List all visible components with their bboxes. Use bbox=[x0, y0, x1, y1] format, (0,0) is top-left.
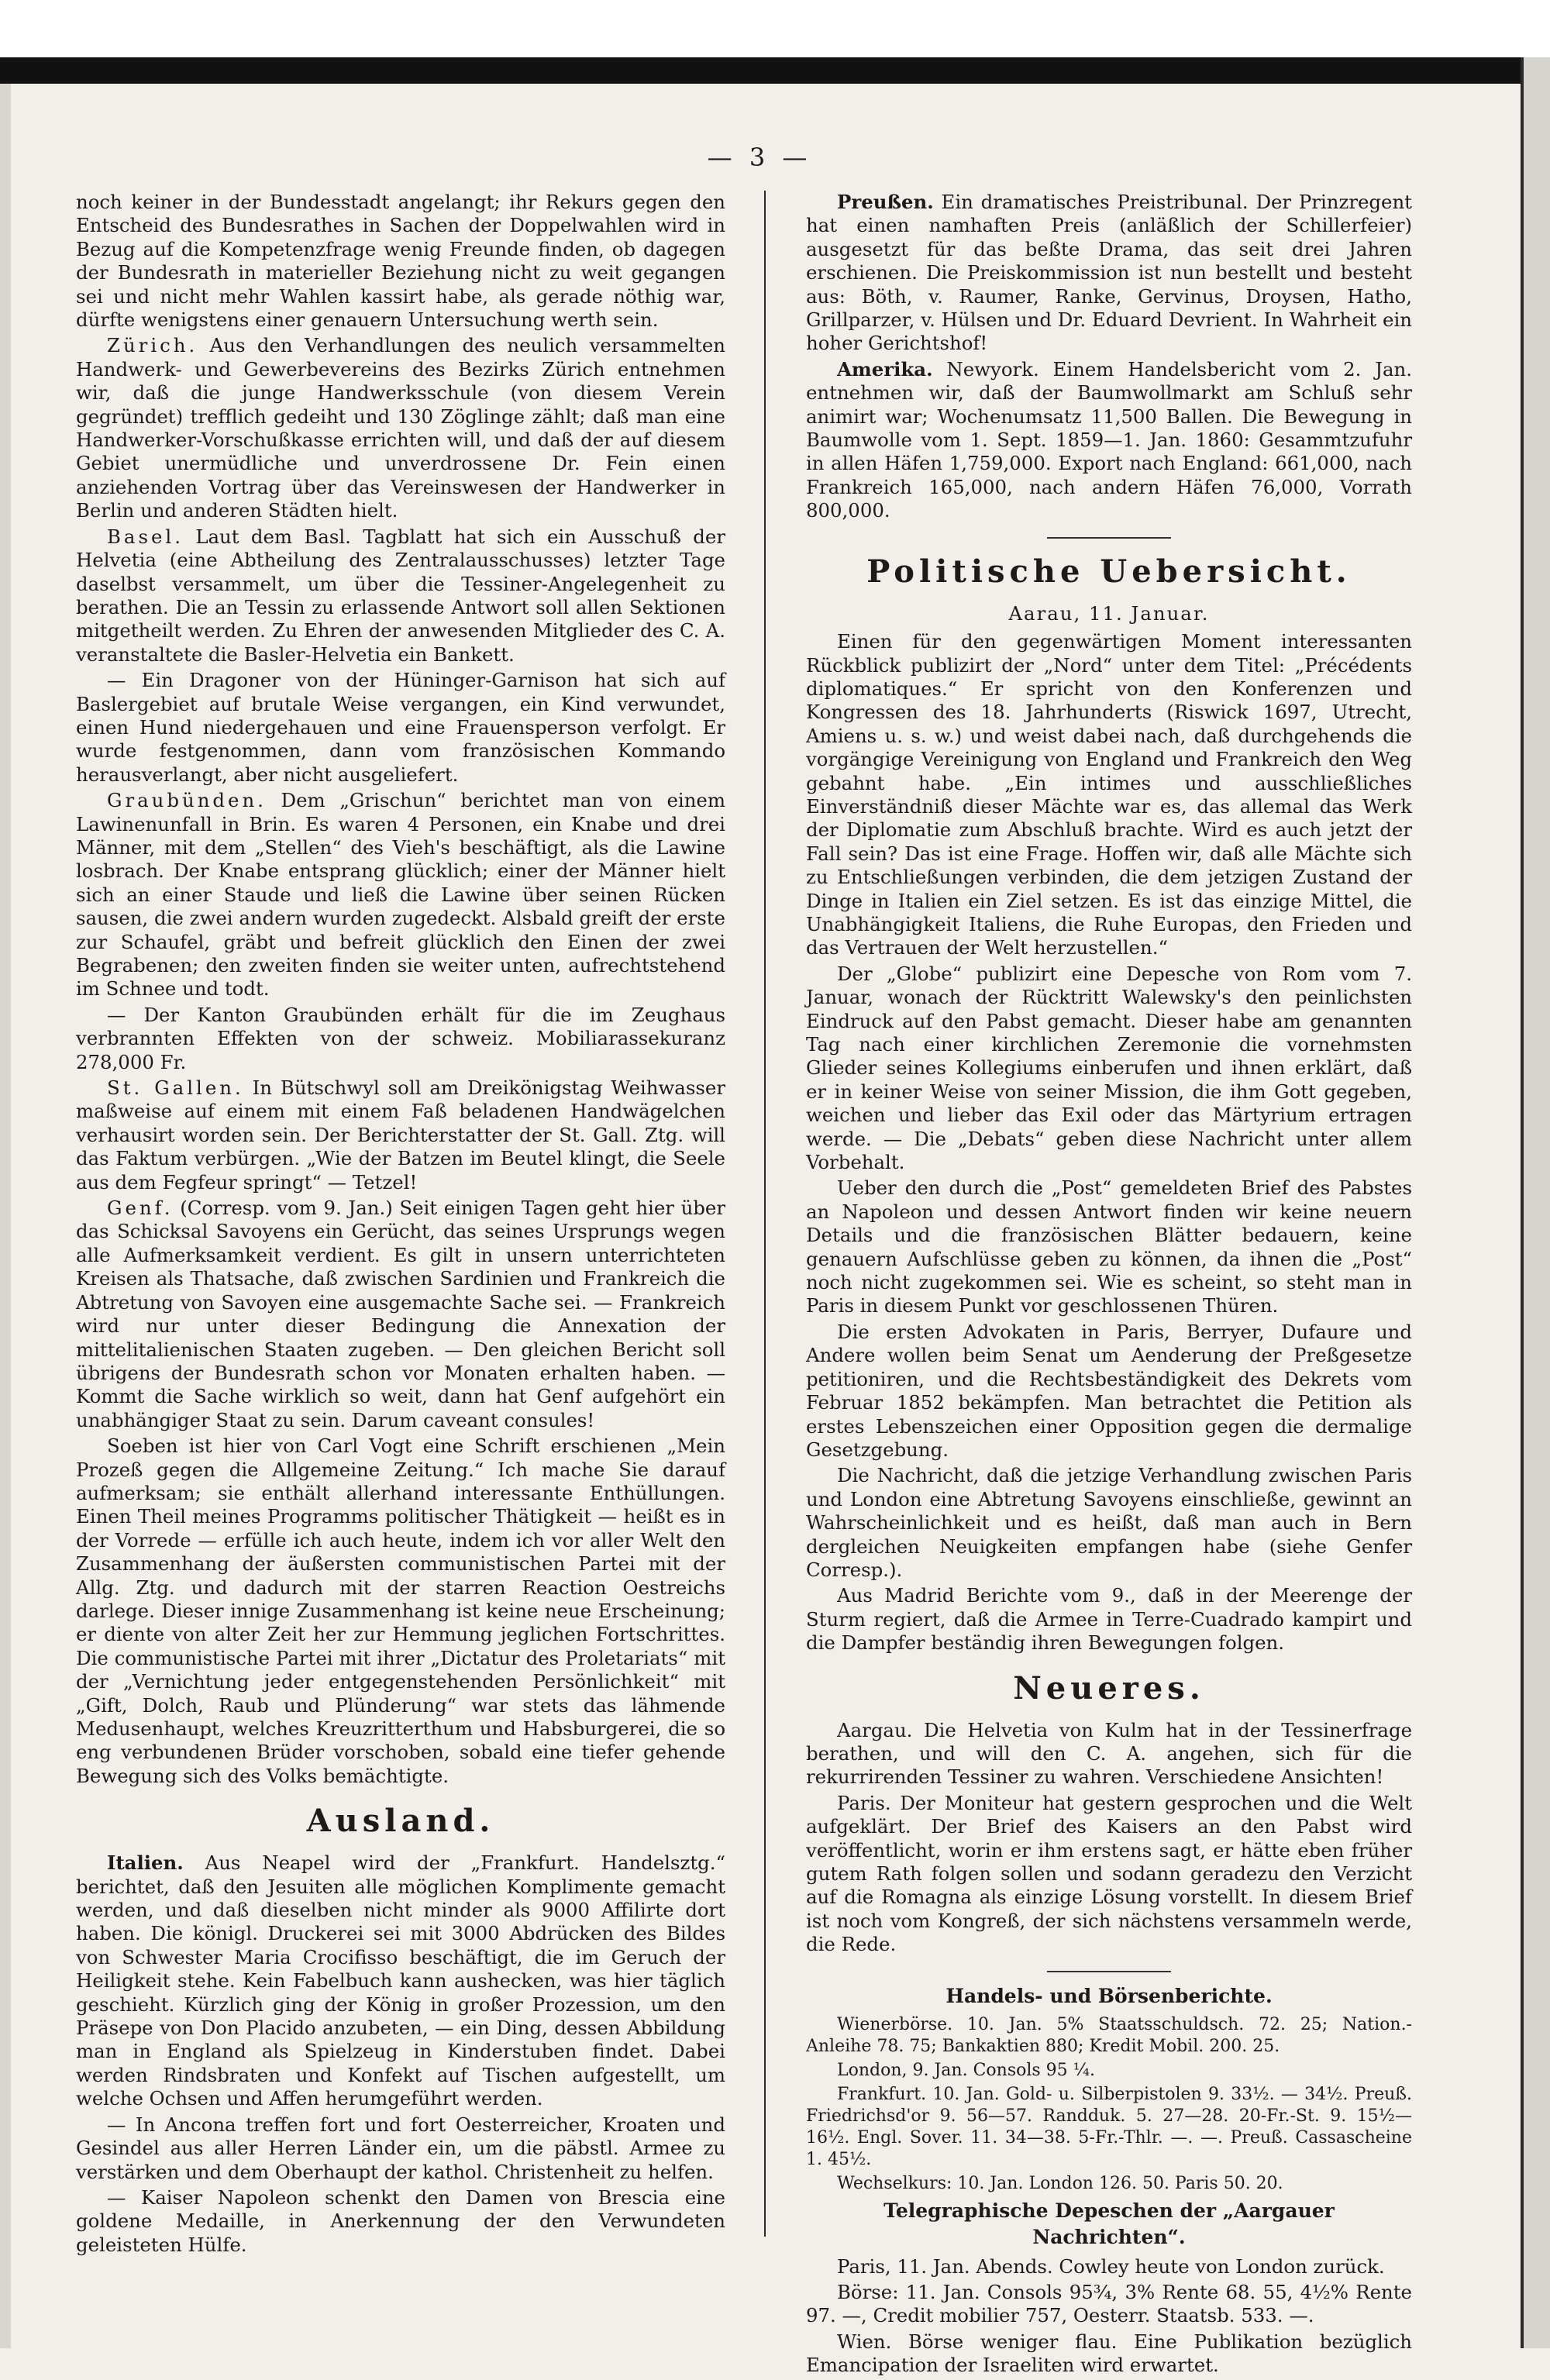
paragraph: Paris. Der Moniteur hat gestern gesprochen und die Welt aufgeklärt. Der Brief des Kaisers an den Pabst wird veröffentlicht, worin er ihm erstens sagt, er hätte eben früher gutem Rath folgen sollen und sodann geradezu den Verzicht auf die Romagna als einzige Lösung vorstellt. In diesem Brief ist noch vom Kongreß, der sich nächstens versammeln werde, die Rede. bbox=[806, 1791, 1412, 1956]
place-label: Graubünden. bbox=[107, 789, 267, 812]
paragraph-graubuenden bbox=[76, 789, 725, 1001]
paragraph-text: Newyork. Einem Handelsbericht vom 2. Jan. entnehmen wir, daß der Baumwollmarkt am Schluß sehr animirt war; Wochenumsatz 11,500 Ballen. Die Bewegung in Baumwolle vom 1. Sept. 1859—1. Jan. 1860: Gesammtzufuhr in allen Häfen 1,759,000. Export nach England: 661,000, nach Frankreich 165,000, nach andern Häfen 76,000, Vorrath 800,000. bbox=[806, 357, 1412, 522]
right-column bbox=[806, 191, 1412, 2380]
paragraph: — Kaiser Napoleon schenkt den Damen von Brescia eine goldene Medaille, in Anerkennung der den Verwundeten geleisteten Hülfe. bbox=[76, 2185, 725, 2256]
paragraph-amerika bbox=[806, 358, 1412, 523]
column-divider bbox=[764, 191, 766, 2237]
place-label: Genf. bbox=[107, 1197, 174, 1220]
paragraph-text: (Corresp. vom 9. Jan.) Seit einigen Tagen geht hier über das Schicksal Savoyens ein Gerücht, das seines Ursprungs wegen alle Aufmerksamkeit verdient. Es gilt in unsern unterrichteten Kreisen als Thatsache, daß zwischen Sardinien und Frankreich die Abtretung von Savoyen eine ausgemachte Sache sei. — Frankreich wird nur unter dieser Bedingung die Annexation der mittelitalienischen Staaten zugeben. — Den gleichen Bericht soll übrigens der Bundesrath schon vor Monaten erhalten haben. — Kommt die Sache wirklich so weit, dann hat Genf aufgehört ein unabhängiger Staat zu sein. Darum caveant consules! bbox=[76, 1197, 725, 1431]
paragraph: Aargau. Die Helvetia von Kulm hat in der Tessinerfrage berathen, und will den C. A. angehen, sich für die rekurrirenden Tessiner zu wahren. Verschiedene Ansichten! bbox=[806, 1718, 1412, 1789]
paragraph: noch keiner in der Bundesstadt angelangt; ihr Rekurs gegen den Entscheid des Bundesrathes in Sachen der Doppelwahlen wird in Bezug auf die Kompetenzfrage wenig Freunde finden, ob dagegen der Bundesrath in materieller Beziehung nicht zu weit gegangen sei und nicht mehr Wahlen kassirt habe, als gerade nöthig war, dürfte wenigstens einer genauern Untersuchung werth sein. bbox=[76, 191, 725, 332]
paragraph-zuerich bbox=[76, 334, 725, 522]
section-heading-handel: Handels- und Börsenberichte. bbox=[946, 1984, 1273, 2007]
section-heading-neueres: Neueres. bbox=[1013, 1669, 1205, 1707]
telegraph-line: Wien. Börse weniger flau. Eine Publikation bezüglich Emancipation der Israeliten wird erwartet. bbox=[806, 2330, 1412, 2377]
country-label: Preußen. bbox=[837, 191, 934, 213]
paragraph: Soeben ist hier von Carl Vogt eine Schrift erschienen „Mein Prozeß gegen die Allgemeine Zeitung.“ Ich mache Sie darauf aufmerksam; sie enthält allerhand interessante Enthüllungen. Einen Theil meines Programms politischer Thätigkeit — heißt es in der Vorrede — erfülle ich auch heute, indem ich vor aller Welt den Zusammenhang der äußersten communistischen Partei mit der Allg. Ztg. und dadurch mit der starren Reaction Oestreichs darlege. Dieser innige Zusammenhang ist keine neue Erscheinung; er diente von alter Zeit her zur Hemmung jeglichen Fortschrittes. Die communistische Partei mit ihrer „Dictatur des Proletariats“ mit der „Vernichtung jeder entgegenstehenden Persönlichkeit“ mit „Gift, Dolch, Raub und Plünderung“ war stets das lähmende Medusenhaupt, welches Kreuzritterthum und Habsburgerei, die so eng verbundenen Brüder vorschoben, sobald eine tiefer gehende Bewegung sich des Volks bemächtigte. bbox=[76, 1435, 725, 1787]
paragraph-text: Aus den Verhandlungen des neulich versammelten Handwerk- und Gewerbevereins des Bezirks Zürich entnehmen wir, daß die junge Handwerksschule (von diesem Verein gegründet) trefflich gedeiht und 130 Zöglinge zählt; daß man eine Handwerker-Vorschußkasse errichten will, und daß der auf diesem Gebiet unermüdliche und unverdrossene Dr. Fein einen anziehenden Vortrag über das Vereinswesen der Handwerker in Berlin und anderen Städten hielt. bbox=[76, 334, 725, 522]
dateline: Aarau, 11. Januar. bbox=[1008, 601, 1210, 625]
paragraph-text: Aus Neapel wird der „Frankfurt. Handelsztg.“ berichtet, daß den Jesuiten alle möglichen Komplimente gemacht werden, und daß dieselben nicht minder als 9000 Affilirte dort haben. Die königl. Druckerei sei mit 3000 Abdrücken des Bildes von Schwester Maria Crocifisso beschäftigt, die im Geruch der Heiligkeit stehe. Kein Fabelbuch kann aushecken, was hier täglich geschieht. Kürzlich ging der König in großer Prozession, um den Präsepe von Don Placido anzubeten, — ein Ding, dessen Abbildung man in England als Spielzeug in Kinderstuben findet. Dabei werden Rindsbraten und Konfekt auf Tischen aufgestellt, um welche Ochsen und Affen herumgeführt werden. bbox=[76, 1851, 725, 2110]
paragraph-genf bbox=[76, 1197, 725, 1432]
paragraph: Ueber den durch die „Post“ gemeldeten Brief des Pabstes an Napoleon und dessen Antwort finden wir keine neuern Details und die französischen Blätter bedauern, keine genauern Aufschlüsse geben zu können, da ihnen die „Post“ noch nicht zugekommen sei. Wie es scheint, so steht man in Paris in diesem Punkt vor geschlossenen Thüren. bbox=[806, 1176, 1412, 1317]
paragraph-st-gallen bbox=[76, 1076, 725, 1194]
place-label: St. Gallen. bbox=[107, 1076, 244, 1100]
scan-top-margin bbox=[0, 0, 1550, 64]
paragraph: Der „Globe“ publizirt eine Depesche von Rom vom 7. Januar, wonach der Rücktritt Walewsky's den peinlichsten Eindruck auf den Pabst gemacht. Dieser habe am genannten Tag nach einer kirchlichen Zeremonie die vornehmsten Glieder seines Kollegiums einberufen und ihnen erklärt, daß er in keiner Weise von seiner Mission, die ihm Gott gegeben, weichen und lieber das Exil oder das Märtyrium ertragen werde. — Die „Debats“ geben diese Nachricht unter allem Vorbehalt. bbox=[806, 962, 1412, 1174]
paragraph-basel bbox=[76, 525, 725, 666]
section-heading-politische-uebersicht: Politische Uebersicht. bbox=[866, 553, 1352, 590]
paragraph: — In Ancona treffen fort und fort Oesterreicher, Kroaten und Gesindel aus aller Herren Länder ein, um die päbstl. Armee zu verstärken und dem Oberhaupt der kathol. Christenheit zu helfen. bbox=[76, 2113, 725, 2183]
telegraph-line: Paris, 11. Jan. Abends. Cowley heute von London zurück. bbox=[837, 2254, 1385, 2278]
section-divider bbox=[1047, 537, 1171, 539]
paragraph: Aus Madrid Berichte vom 9., daß in der Meerenge der Sturm regiert, daß die Armee in Terre-Cuadrado kampirt und die Dampfer beständig ihren Bewegungen folgen. bbox=[806, 1584, 1412, 1655]
paragraph: Die ersten Advokaten in Paris, Berryer, Dufaure und Andere wollen beim Senat um Aenderung der Preßgesetze petitioniren, und die Rechtsbeständigkeit des Dekrets vom Februar 1852 bekämpfen. Man betrachtet die Petition als erstes Lebenszeichen einer Opposition gegen die dermalige Gesetzgebung. bbox=[806, 1320, 1412, 1461]
market-line: Wechselkurs: 10. Jan. London 126. 50. Paris 50. 20. bbox=[837, 2173, 1283, 2193]
paragraph: Die Nachricht, daß die jetzige Verhandlung zwischen Paris und London eine Abtretung Savoyens einschließe, gewinnt an Wahrscheinlichkeit und es heißt, daß man auch in Bern dergleichen Neuigkeiten empfangen habe (siehe Genfer Corresp.). bbox=[806, 1464, 1412, 1581]
paragraph: — Der Kanton Graubünden erhält für die im Zeughaus verbrannten Effekten von der schweiz. Mobiliarassekuranz 278,000 Fr. bbox=[76, 1003, 725, 1073]
paragraph: — Ein Dragoner von der Hüninger-Garnison hat sich auf Baslergebiet auf brutale Weise vergangen, ein Kind verwundet, einen Hund niedergehauen und eine Frauensperson verfolgt. Er wurde festgenommen, dann vom französischen Kommando herausverlangt, aber nicht ausgeliefert. bbox=[76, 669, 725, 786]
scan-right-margin bbox=[1524, 57, 1550, 2348]
market-line: Wienerbörse. 10. Jan. 5% Staatsschuldsch. 72. 25; Nation.-Anleihe 78. 75; Bankaktien 880; Kredit Mobil. 200. 25. bbox=[806, 2014, 1412, 2056]
paragraph-text: Laut dem Basl. Tagblatt hat sich ein Ausschuß der Helvetia (eine Abtheilung des Zentralausschusses) letzter Tage daselbst versammelt, um über die Tessiner-Angelegenheit zu berathen. Die an Tessin zu erlassende Antwort soll allen Sektionen mitgetheilt werden. Zu Ehren der anwesenden Mitglieder des C. A. veranstaltete die Basler-Helvetia ein Bankett. bbox=[76, 525, 725, 666]
section-heading-ausland: Ausland. bbox=[306, 1803, 495, 1840]
paragraph-italien bbox=[76, 1851, 725, 2110]
paragraph-text: Ein dramatisches Preistribunal. Der Prinzregent hat einen namhaften Preis (anläßlich der Schillerfeier) ausgesetzt für das beßte Drama, das seit drei Jahren erschienen. Die Preiskommission ist nun bestellt und besteht aus: Böth, v. Raumer, Ranke, Gervinus, Droysen, Hatho, Grillparzer, v. Hülsen und Dr. Eduard Devrient. In Wahrheit ein hoher Gerichtshof! bbox=[806, 191, 1412, 355]
paragraph-text: Dem „Grischun“ berichtet man von einem Lawinenunfall in Brin. Es waren 4 Personen, ein Knabe und drei Männer, mit dem „Stellen“ des Vieh's beschäftigt, als die Lawine losbrach. Der Knabe entsprang glücklich; einer der Männer hielt sich an einer Staude und ließ die Lawine über seinen Rücken sausen, die zwei andern wurden zugedeckt. Alsbald greift der erste zur Schaufel, gräbt und befreit glücklich den Einen der zwei Begrabenen; den zweiten finden sie weiter unten, aufrechtstehend im Schnee und todt. bbox=[76, 789, 725, 1001]
market-line: London, 9. Jan. Consols 95 ¼. bbox=[837, 2060, 1095, 2080]
section-divider bbox=[1047, 1971, 1171, 1972]
paragraph: Einen für den gegenwärtigen Moment interessanten Rückblick publizirt der „Nord“ unter dem Titel: „Précédents diplomatiques.“ Er spricht von den Konferenzen und Kongressen des 18. Jahrhunderts (Riswick 1697, Utrecht, Amiens u. s. w.) und weist dabei nach, daß durchgehends die vorgängige Vereinigung von England und Frankreich den Weg gebahnt habe. „Ein intimes und ausschließliches Einverständniß dieser Mächte war es, das allemal das Werk der Diplomatie zum Abschluß brachte. Wird es auch jetzt der Fall sein? Das ist eine Frage. Hoffen wir, daß alle Mächte sich zu Entschließungen verbinden, die dem jetzigen Zustand der Dinge in Italien ein Ziel setzen. Es ist das einzige Mittel, die Unabhängigkeit Italiens, die Ruhe Europas, den Frieden und das Vertrauen der Welt herzustellen.“ bbox=[806, 630, 1412, 959]
section-heading-telegraph: Telegraphische Depeschen der „Aargauer Nachrichten“. bbox=[884, 2199, 1335, 2248]
scan-top-border bbox=[0, 57, 1550, 84]
paragraph-text: In Bütschwyl soll am Dreikönigstag Weihwasser maßweise auf einem mit einem Faß beladenen Handwägelchen verhausirt worden sein. Der Berichterstatter der St. Gall. Ztg. will das Faktum verbürgen. „Wie der Batzen im Beutel klingt, die Seele aus dem Fegfeur springt“ — Tetzel! bbox=[76, 1076, 725, 1193]
paragraph-preussen bbox=[806, 191, 1412, 356]
scan-left-edge bbox=[0, 84, 11, 2348]
market-line: Frankfurt. 10. Jan. Gold- u. Silberpistolen 9. 33½. — 34½. Preuß. Friedrichsd'or 9. 56—57. Randduk. 5. 27—28. 20-Fr.-St. 9. 15½—16½. Engl. Sover. 11. 34—38. 5-Fr.-Thlr. —. —. Preuß. Cassascheine 1. 45½. bbox=[806, 2084, 1412, 2169]
place-label: Basel. bbox=[107, 525, 184, 548]
country-label: Italien. bbox=[107, 1851, 184, 1875]
left-column bbox=[76, 191, 725, 2259]
place-label: Zürich. bbox=[107, 334, 198, 357]
telegraph-line: Börse: 11. Jan. Consols 95¾, 3% Rente 68. 55, 4½% Rente 97. —, Credit mobilier 757, Oesterr. Staatsb. 533. —. bbox=[806, 2281, 1412, 2327]
page-number: — 3 — bbox=[707, 143, 812, 172]
country-label: Amerika. bbox=[837, 357, 933, 381]
